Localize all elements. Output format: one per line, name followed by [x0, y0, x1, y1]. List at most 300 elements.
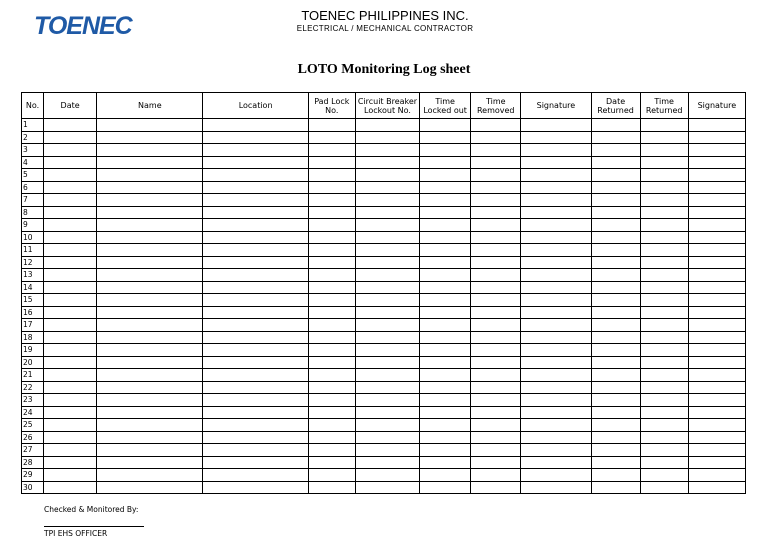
entry-cell[interactable]: [591, 344, 640, 357]
entry-cell[interactable]: [688, 194, 745, 207]
entry-cell[interactable]: [640, 331, 688, 344]
entry-cell[interactable]: [44, 481, 97, 494]
entry-cell[interactable]: [471, 294, 521, 307]
entry-cell[interactable]: [44, 406, 97, 419]
entry-cell[interactable]: [44, 356, 97, 369]
entry-cell[interactable]: [521, 219, 591, 232]
entry-cell[interactable]: [688, 456, 745, 469]
entry-cell[interactable]: [471, 181, 521, 194]
entry-cell[interactable]: [203, 456, 308, 469]
entry-cell[interactable]: [203, 244, 308, 257]
entry-cell[interactable]: [521, 394, 591, 407]
entry-cell[interactable]: [97, 356, 203, 369]
entry-cell[interactable]: [97, 469, 203, 482]
entry-cell[interactable]: [591, 319, 640, 332]
entry-cell[interactable]: [420, 419, 471, 432]
entry-cell[interactable]: [591, 369, 640, 382]
entry-cell[interactable]: [591, 356, 640, 369]
entry-cell[interactable]: [640, 244, 688, 257]
entry-cell[interactable]: [521, 356, 591, 369]
entry-cell[interactable]: [640, 219, 688, 232]
entry-cell[interactable]: [688, 369, 745, 382]
entry-cell[interactable]: [591, 219, 640, 232]
entry-cell[interactable]: [355, 481, 419, 494]
entry-cell[interactable]: [688, 331, 745, 344]
entry-cell[interactable]: [688, 144, 745, 157]
entry-cell[interactable]: [308, 369, 355, 382]
entry-cell[interactable]: [355, 131, 419, 144]
entry-cell[interactable]: [591, 206, 640, 219]
entry-cell[interactable]: [203, 369, 308, 382]
entry-cell[interactable]: [640, 169, 688, 182]
entry-cell[interactable]: [591, 156, 640, 169]
entry-cell[interactable]: [640, 256, 688, 269]
entry-cell[interactable]: [471, 406, 521, 419]
entry-cell[interactable]: [308, 406, 355, 419]
entry-cell[interactable]: [640, 156, 688, 169]
entry-cell[interactable]: [355, 344, 419, 357]
entry-cell[interactable]: [308, 256, 355, 269]
entry-cell[interactable]: [308, 281, 355, 294]
entry-cell[interactable]: [420, 206, 471, 219]
entry-cell[interactable]: [203, 344, 308, 357]
entry-cell[interactable]: [355, 369, 419, 382]
entry-cell[interactable]: [355, 456, 419, 469]
entry-cell[interactable]: [420, 119, 471, 132]
entry-cell[interactable]: [420, 144, 471, 157]
entry-cell[interactable]: [640, 381, 688, 394]
entry-cell[interactable]: [97, 281, 203, 294]
entry-cell[interactable]: [420, 356, 471, 369]
entry-cell[interactable]: [521, 331, 591, 344]
entry-cell[interactable]: [420, 344, 471, 357]
entry-cell[interactable]: [521, 281, 591, 294]
entry-cell[interactable]: [44, 206, 97, 219]
entry-cell[interactable]: [521, 431, 591, 444]
entry-cell[interactable]: [471, 231, 521, 244]
entry-cell[interactable]: [308, 206, 355, 219]
entry-cell[interactable]: [471, 394, 521, 407]
entry-cell[interactable]: [688, 256, 745, 269]
entry-cell[interactable]: [640, 131, 688, 144]
entry-cell[interactable]: [355, 394, 419, 407]
entry-cell[interactable]: [355, 444, 419, 457]
entry-cell[interactable]: [355, 294, 419, 307]
entry-cell[interactable]: [471, 206, 521, 219]
entry-cell[interactable]: [44, 194, 97, 207]
entry-cell[interactable]: [591, 381, 640, 394]
entry-cell[interactable]: [688, 244, 745, 257]
entry-cell[interactable]: [44, 144, 97, 157]
entry-cell[interactable]: [420, 319, 471, 332]
entry-cell[interactable]: [471, 456, 521, 469]
entry-cell[interactable]: [471, 144, 521, 157]
entry-cell[interactable]: [308, 231, 355, 244]
entry-cell[interactable]: [591, 269, 640, 282]
entry-cell[interactable]: [97, 406, 203, 419]
entry-cell[interactable]: [97, 456, 203, 469]
entry-cell[interactable]: [308, 456, 355, 469]
entry-cell[interactable]: [688, 319, 745, 332]
entry-cell[interactable]: [203, 431, 308, 444]
entry-cell[interactable]: [203, 169, 308, 182]
entry-cell[interactable]: [591, 144, 640, 157]
entry-cell[interactable]: [355, 256, 419, 269]
entry-cell[interactable]: [471, 169, 521, 182]
entry-cell[interactable]: [640, 231, 688, 244]
entry-cell[interactable]: [688, 344, 745, 357]
entry-cell[interactable]: [471, 119, 521, 132]
entry-cell[interactable]: [688, 219, 745, 232]
entry-cell[interactable]: [640, 144, 688, 157]
entry-cell[interactable]: [97, 394, 203, 407]
entry-cell[interactable]: [471, 319, 521, 332]
entry-cell[interactable]: [688, 156, 745, 169]
entry-cell[interactable]: [203, 219, 308, 232]
entry-cell[interactable]: [688, 181, 745, 194]
entry-cell[interactable]: [640, 356, 688, 369]
entry-cell[interactable]: [308, 194, 355, 207]
entry-cell[interactable]: [591, 481, 640, 494]
entry-cell[interactable]: [420, 394, 471, 407]
entry-cell[interactable]: [355, 169, 419, 182]
entry-cell[interactable]: [420, 156, 471, 169]
entry-cell[interactable]: [355, 119, 419, 132]
entry-cell[interactable]: [97, 194, 203, 207]
entry-cell[interactable]: [203, 406, 308, 419]
entry-cell[interactable]: [521, 456, 591, 469]
entry-cell[interactable]: [521, 269, 591, 282]
entry-cell[interactable]: [44, 119, 97, 132]
entry-cell[interactable]: [591, 394, 640, 407]
entry-cell[interactable]: [355, 419, 419, 432]
entry-cell[interactable]: [44, 456, 97, 469]
entry-cell[interactable]: [521, 444, 591, 457]
entry-cell[interactable]: [203, 419, 308, 432]
entry-cell[interactable]: [471, 481, 521, 494]
entry-cell[interactable]: [420, 181, 471, 194]
entry-cell[interactable]: [640, 481, 688, 494]
entry-cell[interactable]: [521, 294, 591, 307]
entry-cell[interactable]: [471, 381, 521, 394]
entry-cell[interactable]: [521, 156, 591, 169]
entry-cell[interactable]: [420, 306, 471, 319]
entry-cell[interactable]: [591, 406, 640, 419]
entry-cell[interactable]: [355, 381, 419, 394]
entry-cell[interactable]: [521, 244, 591, 257]
entry-cell[interactable]: [308, 169, 355, 182]
entry-cell[interactable]: [521, 256, 591, 269]
entry-cell[interactable]: [521, 381, 591, 394]
entry-cell[interactable]: [308, 469, 355, 482]
entry-cell[interactable]: [97, 269, 203, 282]
entry-cell[interactable]: [355, 206, 419, 219]
entry-cell[interactable]: [355, 431, 419, 444]
entry-cell[interactable]: [203, 281, 308, 294]
entry-cell[interactable]: [471, 356, 521, 369]
entry-cell[interactable]: [203, 269, 308, 282]
entry-cell[interactable]: [203, 194, 308, 207]
entry-cell[interactable]: [308, 244, 355, 257]
entry-cell[interactable]: [688, 206, 745, 219]
entry-cell[interactable]: [44, 181, 97, 194]
entry-cell[interactable]: [420, 406, 471, 419]
entry-cell[interactable]: [591, 256, 640, 269]
entry-cell[interactable]: [591, 181, 640, 194]
entry-cell[interactable]: [591, 419, 640, 432]
entry-cell[interactable]: [97, 231, 203, 244]
entry-cell[interactable]: [203, 294, 308, 307]
entry-cell[interactable]: [44, 169, 97, 182]
entry-cell[interactable]: [640, 181, 688, 194]
entry-cell[interactable]: [640, 281, 688, 294]
entry-cell[interactable]: [688, 294, 745, 307]
entry-cell[interactable]: [44, 444, 97, 457]
entry-cell[interactable]: [203, 381, 308, 394]
entry-cell[interactable]: [355, 269, 419, 282]
entry-cell[interactable]: [44, 256, 97, 269]
entry-cell[interactable]: [640, 194, 688, 207]
entry-cell[interactable]: [308, 156, 355, 169]
entry-cell[interactable]: [44, 306, 97, 319]
entry-cell[interactable]: [97, 206, 203, 219]
entry-cell[interactable]: [97, 481, 203, 494]
entry-cell[interactable]: [420, 169, 471, 182]
entry-cell[interactable]: [203, 144, 308, 157]
entry-cell[interactable]: [97, 419, 203, 432]
entry-cell[interactable]: [97, 319, 203, 332]
entry-cell[interactable]: [521, 481, 591, 494]
entry-cell[interactable]: [688, 381, 745, 394]
entry-cell[interactable]: [420, 294, 471, 307]
entry-cell[interactable]: [471, 469, 521, 482]
entry-cell[interactable]: [44, 281, 97, 294]
entry-cell[interactable]: [203, 119, 308, 132]
entry-cell[interactable]: [688, 406, 745, 419]
entry-cell[interactable]: [355, 194, 419, 207]
entry-cell[interactable]: [471, 344, 521, 357]
entry-cell[interactable]: [591, 194, 640, 207]
entry-cell[interactable]: [521, 194, 591, 207]
entry-cell[interactable]: [203, 306, 308, 319]
entry-cell[interactable]: [203, 181, 308, 194]
entry-cell[interactable]: [471, 131, 521, 144]
entry-cell[interactable]: [308, 269, 355, 282]
entry-cell[interactable]: [420, 194, 471, 207]
entry-cell[interactable]: [308, 219, 355, 232]
entry-cell[interactable]: [640, 206, 688, 219]
entry-cell[interactable]: [688, 269, 745, 282]
entry-cell[interactable]: [420, 269, 471, 282]
entry-cell[interactable]: [591, 444, 640, 457]
entry-cell[interactable]: [688, 419, 745, 432]
entry-cell[interactable]: [308, 331, 355, 344]
entry-cell[interactable]: [521, 419, 591, 432]
entry-cell[interactable]: [420, 231, 471, 244]
entry-cell[interactable]: [471, 269, 521, 282]
entry-cell[interactable]: [591, 431, 640, 444]
entry-cell[interactable]: [44, 269, 97, 282]
entry-cell[interactable]: [308, 419, 355, 432]
entry-cell[interactable]: [521, 369, 591, 382]
entry-cell[interactable]: [521, 169, 591, 182]
entry-cell[interactable]: [44, 131, 97, 144]
entry-cell[interactable]: [308, 131, 355, 144]
entry-cell[interactable]: [640, 369, 688, 382]
entry-cell[interactable]: [97, 381, 203, 394]
entry-cell[interactable]: [44, 469, 97, 482]
entry-cell[interactable]: [688, 481, 745, 494]
entry-cell[interactable]: [688, 169, 745, 182]
entry-cell[interactable]: [688, 119, 745, 132]
entry-cell[interactable]: [355, 406, 419, 419]
entry-cell[interactable]: [97, 444, 203, 457]
entry-cell[interactable]: [308, 319, 355, 332]
entry-cell[interactable]: [355, 281, 419, 294]
entry-cell[interactable]: [308, 431, 355, 444]
entry-cell[interactable]: [308, 381, 355, 394]
entry-cell[interactable]: [97, 369, 203, 382]
entry-cell[interactable]: [203, 469, 308, 482]
entry-cell[interactable]: [308, 344, 355, 357]
entry-cell[interactable]: [521, 306, 591, 319]
entry-cell[interactable]: [420, 244, 471, 257]
entry-cell[interactable]: [308, 306, 355, 319]
entry-cell[interactable]: [44, 294, 97, 307]
entry-cell[interactable]: [521, 344, 591, 357]
entry-cell[interactable]: [44, 231, 97, 244]
entry-cell[interactable]: [688, 469, 745, 482]
entry-cell[interactable]: [203, 131, 308, 144]
entry-cell[interactable]: [471, 281, 521, 294]
entry-cell[interactable]: [521, 206, 591, 219]
entry-cell[interactable]: [420, 331, 471, 344]
entry-cell[interactable]: [355, 331, 419, 344]
entry-cell[interactable]: [640, 306, 688, 319]
entry-cell[interactable]: [591, 231, 640, 244]
entry-cell[interactable]: [203, 256, 308, 269]
entry-cell[interactable]: [203, 156, 308, 169]
entry-cell[interactable]: [471, 256, 521, 269]
entry-cell[interactable]: [591, 306, 640, 319]
entry-cell[interactable]: [420, 431, 471, 444]
entry-cell[interactable]: [688, 356, 745, 369]
entry-cell[interactable]: [355, 306, 419, 319]
entry-cell[interactable]: [688, 394, 745, 407]
entry-cell[interactable]: [640, 456, 688, 469]
entry-cell[interactable]: [591, 469, 640, 482]
entry-cell[interactable]: [355, 469, 419, 482]
entry-cell[interactable]: [591, 456, 640, 469]
entry-cell[interactable]: [420, 469, 471, 482]
entry-cell[interactable]: [471, 194, 521, 207]
entry-cell[interactable]: [471, 369, 521, 382]
entry-cell[interactable]: [420, 444, 471, 457]
entry-cell[interactable]: [44, 156, 97, 169]
entry-cell[interactable]: [640, 431, 688, 444]
entry-cell[interactable]: [308, 356, 355, 369]
entry-cell[interactable]: [44, 344, 97, 357]
entry-cell[interactable]: [44, 369, 97, 382]
entry-cell[interactable]: [44, 431, 97, 444]
entry-cell[interactable]: [308, 294, 355, 307]
entry-cell[interactable]: [308, 119, 355, 132]
entry-cell[interactable]: [97, 131, 203, 144]
entry-cell[interactable]: [471, 419, 521, 432]
entry-cell[interactable]: [591, 281, 640, 294]
entry-cell[interactable]: [591, 169, 640, 182]
entry-cell[interactable]: [355, 156, 419, 169]
entry-cell[interactable]: [420, 219, 471, 232]
entry-cell[interactable]: [521, 469, 591, 482]
entry-cell[interactable]: [44, 244, 97, 257]
entry-cell[interactable]: [203, 356, 308, 369]
entry-cell[interactable]: [44, 419, 97, 432]
entry-cell[interactable]: [203, 444, 308, 457]
entry-cell[interactable]: [97, 219, 203, 232]
entry-cell[interactable]: [97, 144, 203, 157]
entry-cell[interactable]: [355, 144, 419, 157]
entry-cell[interactable]: [640, 394, 688, 407]
entry-cell[interactable]: [97, 119, 203, 132]
entry-cell[interactable]: [420, 456, 471, 469]
entry-cell[interactable]: [688, 281, 745, 294]
entry-cell[interactable]: [203, 331, 308, 344]
entry-cell[interactable]: [521, 131, 591, 144]
entry-cell[interactable]: [203, 206, 308, 219]
entry-cell[interactable]: [355, 356, 419, 369]
entry-cell[interactable]: [355, 244, 419, 257]
entry-cell[interactable]: [44, 331, 97, 344]
entry-cell[interactable]: [308, 444, 355, 457]
entry-cell[interactable]: [355, 319, 419, 332]
entry-cell[interactable]: [471, 331, 521, 344]
entry-cell[interactable]: [44, 394, 97, 407]
entry-cell[interactable]: [640, 469, 688, 482]
entry-cell[interactable]: [203, 394, 308, 407]
entry-cell[interactable]: [471, 431, 521, 444]
entry-cell[interactable]: [97, 431, 203, 444]
entry-cell[interactable]: [44, 319, 97, 332]
entry-cell[interactable]: [308, 144, 355, 157]
entry-cell[interactable]: [640, 269, 688, 282]
entry-cell[interactable]: [471, 444, 521, 457]
entry-cell[interactable]: [640, 419, 688, 432]
entry-cell[interactable]: [640, 344, 688, 357]
entry-cell[interactable]: [420, 369, 471, 382]
entry-cell[interactable]: [97, 181, 203, 194]
entry-cell[interactable]: [688, 306, 745, 319]
entry-cell[interactable]: [688, 444, 745, 457]
entry-cell[interactable]: [355, 219, 419, 232]
entry-cell[interactable]: [591, 119, 640, 132]
entry-cell[interactable]: [97, 331, 203, 344]
entry-cell[interactable]: [203, 319, 308, 332]
entry-cell[interactable]: [688, 131, 745, 144]
entry-cell[interactable]: [521, 144, 591, 157]
entry-cell[interactable]: [44, 219, 97, 232]
entry-cell[interactable]: [640, 319, 688, 332]
entry-cell[interactable]: [44, 381, 97, 394]
entry-cell[interactable]: [97, 294, 203, 307]
entry-cell[interactable]: [420, 131, 471, 144]
entry-cell[interactable]: [521, 231, 591, 244]
entry-cell[interactable]: [97, 306, 203, 319]
entry-cell[interactable]: [308, 181, 355, 194]
entry-cell[interactable]: [688, 431, 745, 444]
entry-cell[interactable]: [591, 244, 640, 257]
entry-cell[interactable]: [521, 319, 591, 332]
